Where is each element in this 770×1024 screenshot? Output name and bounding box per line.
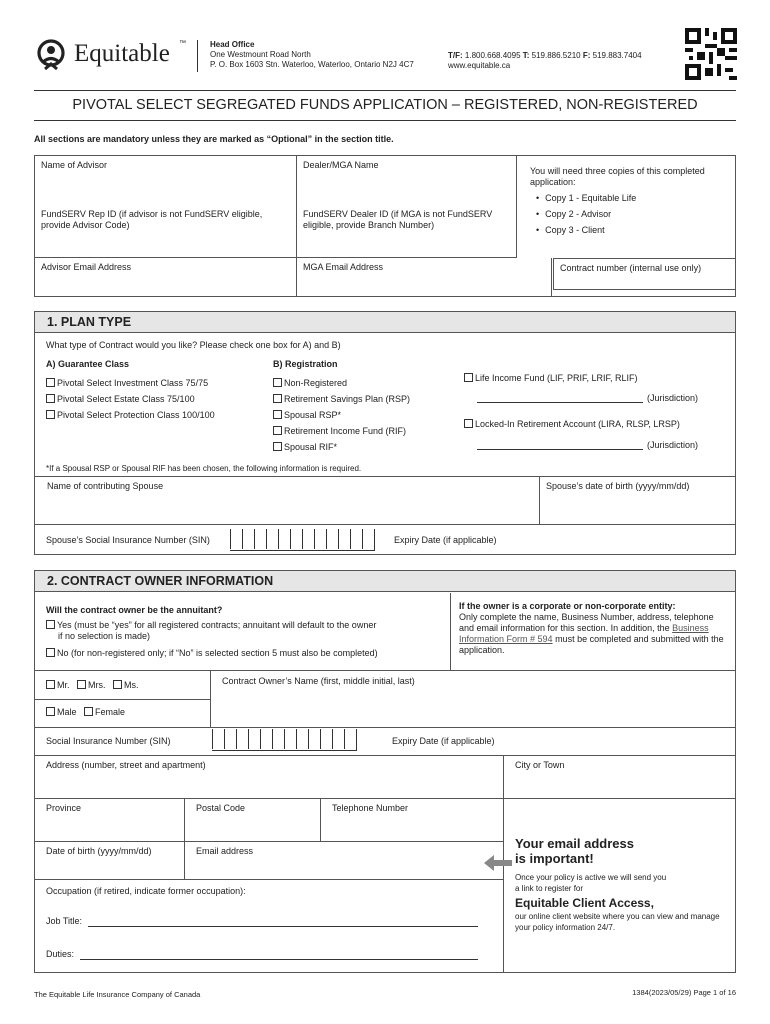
option-label: Spousal RSP* — [284, 410, 342, 420]
gender-male[interactable] — [46, 707, 77, 717]
dob-field[interactable] — [46, 846, 152, 857]
checkbox[interactable] — [273, 426, 282, 435]
lira-jurisdiction-label: (Jurisdiction) — [647, 440, 699, 450]
guarantee-class-options — [46, 375, 215, 423]
address-field[interactable] — [46, 760, 206, 771]
option-spousal-rsp[interactable] — [273, 407, 410, 423]
annuitant-yes[interactable] — [46, 620, 376, 642]
postal-field[interactable] — [196, 803, 245, 814]
yes-label-cont: if no selection is made) — [58, 631, 151, 641]
qr-code-icon — [685, 28, 737, 80]
title-label: Ms. — [124, 680, 139, 690]
copy-item: • Copy 2 - Advisor — [536, 206, 730, 222]
postal-label: Postal Code — [196, 803, 246, 813]
section-owner-heading: 2. CONTRACT OWNER INFORMATION — [34, 570, 736, 592]
checkbox[interactable] — [464, 419, 473, 428]
contact-info — [448, 51, 642, 71]
f-number: 519.883.7404 — [592, 51, 642, 60]
dob-divider — [184, 842, 185, 879]
owner-name-label: Contract Owner’s Name (first, middle initial, last) — [222, 676, 415, 686]
footer-page — [600, 988, 736, 998]
spouse-name-field[interactable] — [35, 477, 540, 525]
province-field[interactable] — [46, 803, 81, 814]
lif-jurisdiction-label: (Jurisdiction) — [647, 393, 699, 403]
section-plan-type-heading: 1. PLAN TYPE — [34, 311, 736, 333]
owner-rule-1 — [35, 670, 735, 671]
fundserv-rep-label: FundSERV Rep ID (if advisor is not FundSERV eligible, provide Advisor Code) — [41, 209, 263, 230]
corp-divider — [450, 593, 451, 670]
page-title: PIVOTAL SELECT SEGREGATED FUNDS APPLICATION – REGISTERED, NON-REGISTERED — [72, 97, 698, 113]
yes-label: Yes (must be “yes” for all registered contracts; annuitant will default to the owner — [57, 620, 377, 630]
promo-body-2: our online client website where you can view and manage your policy information 24/7. — [515, 912, 720, 932]
duties-line[interactable] — [80, 959, 478, 960]
dealer-mga-field[interactable] — [297, 156, 517, 205]
option-label: Retirement Income Fund (RIF) — [284, 426, 407, 436]
head-office-title: Head Office — [210, 40, 255, 49]
corp-text1: Only complete the name, Business Number, address, telephone and email information for this section. In addition, the — [459, 612, 714, 633]
checkbox[interactable] — [46, 410, 55, 419]
option-spousal-rif[interactable] — [273, 439, 410, 455]
contract-number-label: Contract number (internal use only) — [560, 263, 702, 273]
option-label: Pivotal Select Estate Class 75/100 — [57, 394, 195, 404]
option-label: Life Income Fund (LIF, PRIF, LRIF, RLIF) — [475, 373, 638, 383]
advisor-email-label: Advisor Email Address — [41, 262, 132, 272]
checkbox[interactable] — [46, 620, 55, 629]
owner-expiry-label: Expiry Date (if applicable) — [392, 736, 495, 746]
city-label: City or Town — [515, 760, 565, 770]
promo-access: Equitable Client Access, — [515, 896, 654, 910]
fundserv-dealer-label: FundSERV Dealer ID (if MGA is not FundSERV eligible, provide Branch Number) — [303, 209, 493, 230]
email-label: Email address — [196, 846, 254, 856]
title-label: Mrs. — [88, 680, 106, 690]
spouse-sin-input[interactable] — [230, 529, 375, 551]
province-label: Province — [46, 803, 82, 813]
mga-email-field[interactable] — [297, 258, 552, 296]
tf-label: T/F: — [448, 51, 463, 60]
office-line2: P. O. Box 1603 Stn. Waterloo, Waterloo, Ontario N2J 4C7 — [210, 60, 414, 69]
checkbox[interactable] — [273, 394, 282, 403]
checkbox[interactable] — [113, 680, 122, 689]
option-label: Pivotal Select Protection Class 100/100 — [57, 410, 215, 420]
contract-number-field[interactable] — [553, 258, 736, 290]
tf-number: 1.800.668.4095 — [464, 51, 521, 60]
annuitant-no[interactable] — [46, 648, 378, 659]
option-label: Retirement Savings Plan (RSP) — [284, 394, 411, 404]
city-field[interactable] — [515, 760, 564, 771]
office-line1: One Westmount Road North — [210, 50, 311, 59]
option-estate[interactable] — [46, 391, 215, 407]
logo — [34, 38, 194, 72]
corp-title: If the owner is a corporate or non-corporate entity: — [459, 601, 676, 611]
equitable-logo-icon — [34, 38, 68, 72]
occupation-label: Occupation (if retired, indicate former occupation): — [46, 886, 246, 896]
checkbox[interactable] — [46, 394, 55, 403]
option-label: Non-Registered — [284, 378, 348, 388]
gender-label: Male — [57, 707, 77, 717]
dealer-mga-label: Dealer/MGA Name — [303, 160, 379, 170]
registration-title: B) Registration — [273, 359, 338, 369]
checkbox[interactable] — [46, 378, 55, 387]
t-label: T: — [522, 51, 530, 60]
advisor-email-field[interactable] — [35, 258, 297, 296]
owner-sin-input[interactable] — [212, 729, 357, 751]
title-rule — [35, 699, 210, 700]
checkbox[interactable] — [77, 680, 86, 689]
owner-sin-label: Social Insurance Number (SIN) — [46, 736, 171, 746]
t-number: 519.886.5210 — [531, 51, 581, 60]
email-field[interactable] — [196, 846, 253, 857]
dob-label: Date of birth (yyyy/mm/dd) — [46, 846, 152, 856]
mandatory-note: All sections are mandatory unless they are marked as “Optional” in the section title. — [34, 134, 394, 144]
checkbox[interactable] — [273, 442, 282, 451]
form-code: 1384(2023/05/29) — [632, 988, 692, 997]
option-protection[interactable] — [46, 407, 215, 423]
copies-note — [530, 166, 730, 238]
fundserv-dealer-field[interactable] — [297, 205, 517, 258]
gender-label: Female — [95, 707, 126, 717]
spouse-sin-label: Spouse’s Social Insurance Number (SIN) — [46, 535, 210, 545]
checkbox[interactable] — [273, 378, 282, 387]
name-of-advisor-field[interactable] — [35, 156, 297, 205]
annuitant-question: Will the contract owner be the annuitant? — [46, 605, 223, 615]
copy-item: • Copy 3 - Client — [536, 222, 730, 238]
title-options — [46, 680, 139, 691]
checkbox[interactable] — [84, 707, 93, 716]
name-of-advisor-label: Name of Advisor — [41, 160, 108, 170]
owner-name-field[interactable] — [222, 676, 415, 687]
spouse-expiry-label: Expiry Date (if applicable) — [394, 535, 497, 545]
promo-heading-2: is important! — [515, 851, 594, 866]
spouse-dob-field[interactable] — [540, 477, 735, 525]
corp-text2: must be completed and submitted with the application. — [459, 634, 724, 655]
spouse-name-label: Name of contributing Spouse — [47, 481, 164, 491]
name-divider — [210, 671, 211, 727]
owner-rule-6 — [35, 879, 503, 880]
title-ms[interactable] — [113, 680, 139, 690]
title-label: Mr. — [57, 680, 70, 690]
plan-question: What type of Contract would you like? Please check one box for A) and B) — [46, 340, 341, 350]
business-info-form-link[interactable]: Business Information Form # 594 — [459, 623, 709, 644]
registration-options — [273, 375, 410, 455]
email-promo — [515, 836, 725, 933]
owner-rule-2 — [35, 727, 735, 728]
copies-intro: You will need three copies of this completed application: — [530, 166, 705, 187]
arrow-left-icon — [484, 855, 512, 871]
option-label: Locked-In Retirement Account (LIRA, RLSP, LRSP) — [475, 419, 680, 429]
province-divider — [184, 799, 185, 841]
corp-note — [459, 601, 731, 656]
job-title-line[interactable] — [88, 926, 478, 927]
page-number: Page 1 of 16 — [693, 988, 736, 997]
address-label: Address (number, street and apartment) — [46, 760, 206, 770]
option-rsp[interactable] — [273, 391, 410, 407]
copy-item: • Copy 1 - Equitable Life — [536, 190, 730, 206]
option-lira[interactable] — [464, 419, 680, 430]
title-mrs[interactable] — [77, 680, 106, 690]
checkbox[interactable] — [46, 648, 55, 657]
checkbox[interactable] — [464, 373, 473, 382]
no-label: No (for non-registered only; if “No” is selected section 5 must also be completed) — [57, 648, 378, 658]
gender-options — [46, 707, 125, 718]
owner-rule-4 — [35, 798, 735, 799]
option-label: Pivotal Select Investment Class 75/75 — [57, 378, 209, 388]
promo-body-1: Once your policy is active we will send you a link to register for — [515, 873, 667, 893]
postal-divider — [320, 799, 321, 841]
lira-jurisdiction-line[interactable] — [477, 449, 643, 450]
option-rif[interactable] — [273, 423, 410, 439]
phone-label: Telephone Number — [332, 803, 409, 813]
promo-heading-1: Your email address — [515, 836, 634, 851]
lif-jurisdiction-line[interactable] — [477, 402, 643, 403]
brand-name: Equitable — [74, 40, 170, 67]
head-office — [210, 40, 414, 70]
gender-female[interactable] — [84, 707, 125, 717]
job-title-label: Job Title: — [46, 916, 83, 926]
fundserv-rep-field[interactable] — [35, 205, 297, 258]
title-rule-bottom — [34, 120, 736, 121]
footer-company: The Equitable Life Insurance Company of Canada — [34, 990, 201, 999]
spousal-note: *If a Spousal RSP or Spousal RIF has been chosen, the following information is required. — [46, 464, 362, 473]
owner-rule-5 — [35, 841, 503, 842]
spouse-dob-label: Spouse’s date of birth (yyyy/mm/dd) — [546, 481, 690, 491]
checkbox[interactable] — [273, 410, 282, 419]
title-mr[interactable] — [46, 680, 70, 690]
header-divider — [197, 40, 198, 72]
mga-email-label: MGA Email Address — [303, 262, 384, 272]
option-lif[interactable] — [464, 373, 638, 384]
checkbox[interactable] — [46, 680, 55, 689]
guarantee-class-title: A) Guarantee Class — [46, 359, 130, 369]
promo-access-label: Equitable Client Access — [515, 896, 651, 910]
checkbox[interactable] — [46, 707, 55, 716]
option-non-registered[interactable] — [273, 375, 410, 391]
title-rule-top — [34, 90, 736, 91]
website: www.equitable.ca — [448, 61, 511, 70]
phone-field[interactable] — [332, 803, 408, 814]
trademark: ™ — [179, 40, 186, 47]
option-label: Spousal RIF* — [284, 442, 338, 452]
option-investment[interactable] — [46, 375, 215, 391]
f-label: F: — [582, 51, 591, 60]
duties-label: Duties: — [46, 949, 75, 959]
owner-rule-3 — [35, 755, 735, 756]
